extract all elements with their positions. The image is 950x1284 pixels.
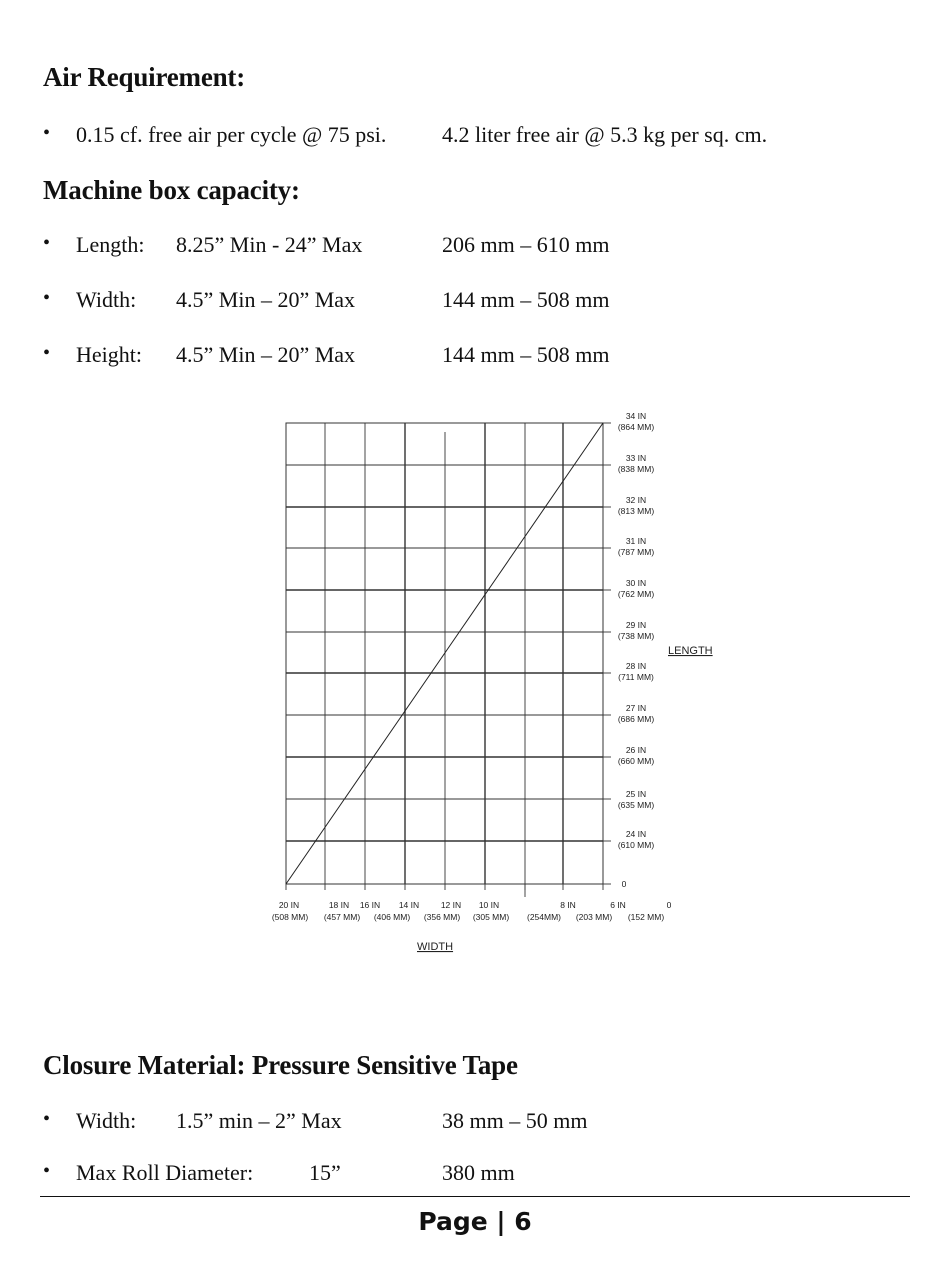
chart-y-tick-label-mm: (660 MM) — [617, 756, 655, 766]
box-height-metric: 144 mm – 508 mm — [442, 342, 610, 367]
chart-y-tick-label-mm: (738 MM) — [617, 631, 655, 641]
bullet-icon: • — [43, 1160, 51, 1182]
chart-y-tick-label-mm: (838 MM) — [617, 464, 655, 474]
chart-y-tick-label-mm: (813 MM) — [617, 506, 655, 516]
tape-roll-label: Max Roll Diameter: — [76, 1160, 254, 1185]
chart-y-tick-label: 0 — [621, 879, 627, 889]
tape-width-label: Width: — [76, 1108, 137, 1133]
chart-x-tick-label: 0 — [666, 900, 672, 910]
chart-y-tick-label-mm: (686 MM) — [617, 714, 655, 724]
chart-series-line — [286, 423, 603, 884]
chart-x-tick-label-mm: (508 MM) — [271, 912, 309, 922]
chart-y-tick-label-mm: (635 MM) — [617, 800, 655, 810]
chart-x-tick-label: 8 IN — [560, 900, 576, 910]
chart-x-tick-label: 18 IN — [328, 900, 350, 910]
air-metric: 4.2 liter free air @ 5.3 kg per sq. cm. — [442, 122, 768, 147]
box-length-metric: 206 mm – 610 mm — [442, 232, 610, 257]
bullet-icon: • — [43, 287, 51, 309]
chart-x-tick-label-mm: (356 MM) — [423, 912, 461, 922]
chart-x-tick-label: 10 IN — [478, 900, 500, 910]
box-height-imperial: 4.5” Min – 20” Max — [176, 342, 356, 367]
chart-y-tick-label: 28 IN — [625, 661, 647, 671]
chart-x-tick-label-mm: (305 MM) — [472, 912, 510, 922]
tape-roll-metric: 380 mm — [442, 1160, 515, 1185]
box-length-label: Length: — [76, 232, 145, 257]
chart-y-tick-label: 27 IN — [625, 703, 647, 713]
chart-y-tick-label-mm: (610 MM) — [617, 840, 655, 850]
chart-series — [286, 423, 603, 884]
air-imperial: 0.15 cf. free air per cycle @ 75 psi. — [76, 122, 387, 147]
closure-material-heading: Closure Material: Pressure Sensitive Tape — [43, 1050, 518, 1080]
chart-y-tick-label: 30 IN — [625, 578, 647, 588]
page-number: Page | 6 — [418, 1207, 532, 1236]
chart-x-tick-label: 20 IN — [278, 900, 300, 910]
chart-y-tick-labels — [618, 411, 655, 889]
chart-y-axis-label: LENGTH — [668, 645, 713, 657]
chart-y-tick-label: 26 IN — [625, 745, 647, 755]
chart-x-tick-label-mm: (203 MM) — [575, 912, 613, 922]
box-width-label: Width: — [76, 287, 137, 312]
footer-divider — [40, 1196, 910, 1197]
chart-y-tick-label: 29 IN — [625, 620, 647, 630]
box-height-label: Height: — [76, 342, 142, 367]
chart-y-tick-label: 24 IN — [625, 829, 647, 839]
chart-y-tick-label: 32 IN — [625, 495, 647, 505]
chart-y-tick-label-mm: (711 MM) — [618, 672, 654, 682]
chart-x-tick-label: 12 IN — [440, 900, 462, 910]
chart-x-tick-label-mm: (152 MM) — [627, 912, 665, 922]
machine-box-capacity-heading: Machine box capacity: — [43, 175, 300, 205]
chart-x-axis-label: WIDTH — [417, 941, 454, 953]
air-requirement-heading: Air Requirement: — [43, 62, 246, 92]
chart-y-tick-label-mm: (787 MM) — [617, 547, 655, 557]
tape-width-metric: 38 mm – 50 mm — [442, 1108, 588, 1133]
chart-y-tick-label: 25 IN — [625, 789, 647, 799]
chart-x-tick-label-mm: (406 MM) — [373, 912, 411, 922]
chart-y-tick-label-mm: (762 MM) — [617, 589, 655, 599]
chart-y-tick-label-mm: (864 MM) — [617, 422, 655, 432]
chart-x-tick-labels — [272, 900, 672, 922]
chart-y-tick-label: 31 IN — [625, 536, 647, 546]
tape-width-imperial: 1.5” min – 2” Max — [176, 1108, 342, 1133]
chart-grid — [286, 423, 611, 897]
chart-y-tick-label: 33 IN — [625, 453, 647, 463]
bullet-icon: • — [43, 232, 51, 254]
bullet-icon: • — [43, 342, 51, 364]
bullet-icon: • — [43, 1108, 51, 1130]
chart-x-tick-label: 6 IN — [610, 900, 626, 910]
tape-roll-imperial: 15” — [309, 1160, 341, 1185]
chart-x-tick-label: 16 IN — [359, 900, 381, 910]
chart-x-tick-label-mm: (457 MM) — [323, 912, 361, 922]
chart-x-tick-label: 14 IN — [398, 900, 420, 910]
box-length-imperial: 8.25” Min - 24” Max — [176, 232, 363, 257]
box-width-metric: 144 mm – 508 mm — [442, 287, 610, 312]
chart-y-tick-label: 34 IN — [625, 411, 647, 421]
bullet-icon: • — [43, 122, 51, 144]
chart-x-tick-label-mm: (254MM) — [526, 912, 562, 922]
box-width-imperial: 4.5” Min – 20” Max — [176, 287, 356, 312]
